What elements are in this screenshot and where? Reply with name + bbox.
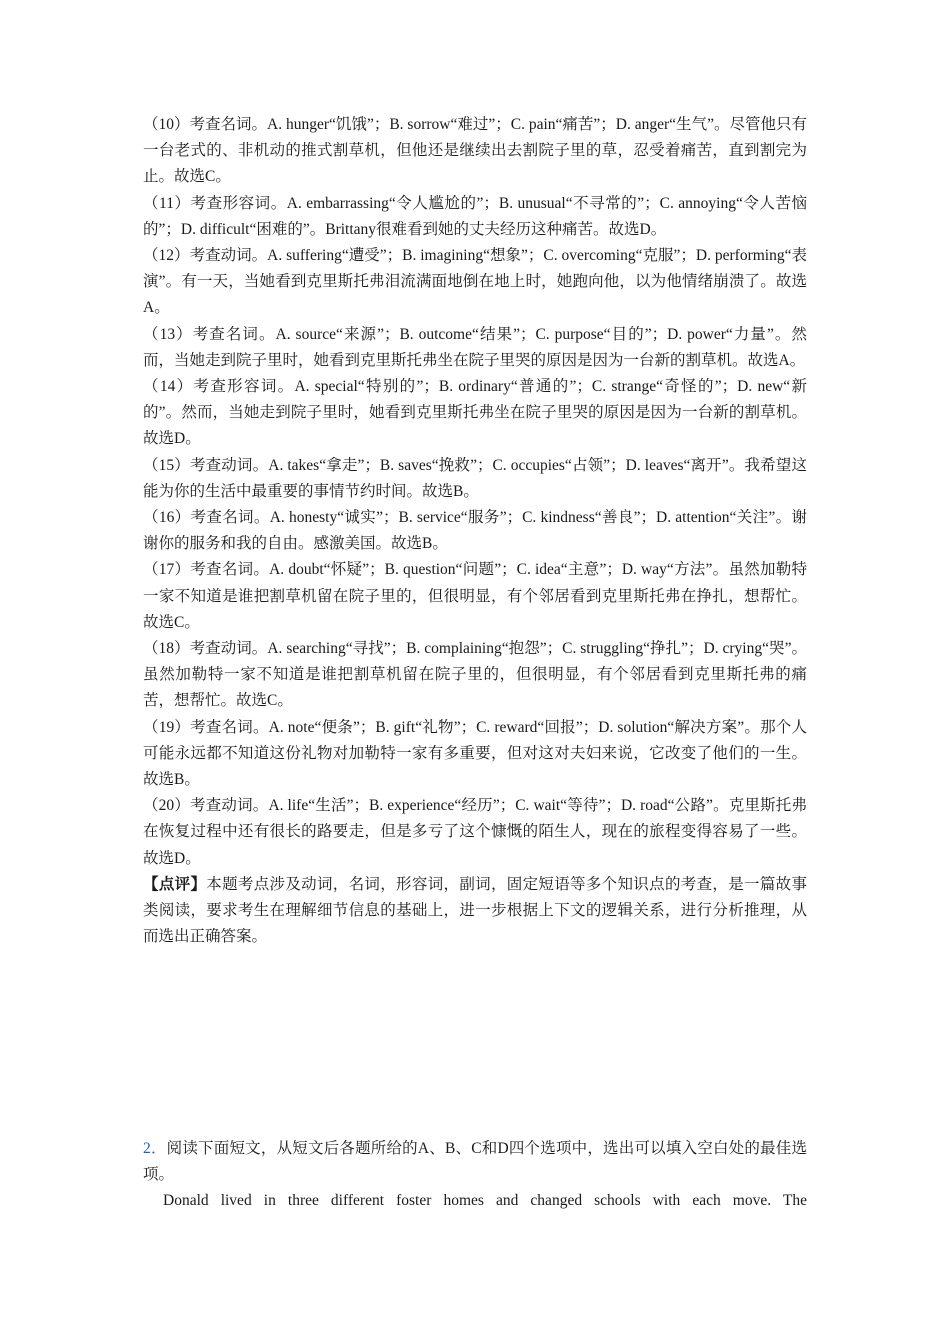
question-number: 2． (143, 1140, 167, 1157)
explanation-20: （20）考查动词。A. life“生活”；B. experience“经历”；C. wait“等待”；D. road“公路”。克里斯托弗在恢复过程中还有很长的路要走，但是多亏了这个慷慨的陌生人，现在的旅程变得容易了一些。故选D。 (143, 797, 807, 867)
explanation-11: （11）考查形容词。A. embarrassing“令人尴尬的”；B. unusual“不寻常的”；C. annoying“令人苦恼的”；D. difficult“困难的”。Brittany很难看到她的丈夫经历这种痛苦。故选D。 (143, 194, 807, 238)
explanation-19: （19）考查名词。A. note“便条”；B. gift“礼物”；C. reward“回报”；D. solution“解决方案”。那个人可能永远都不知道这份礼物对加勒特一家有多重要，但对这对夫妇来说，它改变了他们的一生。故选B。 (143, 718, 807, 789)
answer-explanations (143, 112, 807, 951)
question-instruction: 阅读下面短文，从短文后各题所给的A、B、C和D四个选项中，选出可以填入空白处的最佳选项。 (143, 1140, 807, 1184)
question-2 (143, 1136, 807, 1215)
explanation-13: （13）考查名词。A. source“来源”；B. outcome“结果”；C. purpose“目的”；D. power“力量”。然而，当她走到院子里时，她看到克里斯托弗坐在院子里哭的原因是因为一台新的割草机。故选A。 (143, 325, 807, 369)
explanation-18: （18）考查动词。A. searching“寻找”；B. complaining“抱怨”；C. struggling“挣扎”；D. crying“哭”。虽然加勒特一家不知道是谁把割草机留在院子里的，但很明显，有个邻居看到克里斯托弗的痛苦，想帮忙。故选C。 (143, 640, 807, 710)
explanation-16: （16）考查名词。A. honesty“诚实”；B. service“服务”；C. kindness“善良”；D. attention“关注”。谢谢你的服务和我的自由。感激美国。故选B。 (143, 509, 807, 553)
explanation-14: （14）考查形容词。A. special“特别的”；B. ordinary“普通的”；C. strange“奇怪的”；D. new“新的”。然而，当她走到院子里时，她看到克里斯托弗坐在院子里哭的原因是因为一台新的割草机。故选D。 (143, 378, 807, 448)
passage-first-line: Donald lived in three different foster homes and changed schools with each move. The (163, 1192, 807, 1210)
comment-text: 本题考点涉及动词，名词，形容词，副词，固定短语等多个知识点的考查，是一篇故事类阅读，要求考生在理解细节信息的基础上，进一步根据上下文的逻辑关系，进行分析推理，从而选出正确答案。 (143, 875, 807, 946)
explanation-10: （10）考查名词。A. hunger“饥饿”；B. sorrow“难过”；C. pain“痛苦”；D. anger“生气”。尽管他只有一台老式的、非机动的推式割草机，但他还是继续出去割院子里的草，忍受着痛苦，直到割完为止。故选C。 (143, 116, 807, 186)
explanation-15: （15）考查动词。A. takes“拿走”；B. saves“挽救”；C. occupies“占领”；D. leaves“离开”。我希望这能为你的生活中最重要的事情节约时间。故选B。 (143, 456, 807, 500)
comment-tag: 【点评】 (143, 875, 207, 893)
explanation-12: （12）考查动词。A. suffering“遭受”；B. imagining“想象”；C. overcoming“克服”；D. performing“表演”。有一天，当她看到克里斯托弗泪流满面地倒在地上时，她跑向他，以为他情绪崩溃了。故选A。 (143, 247, 807, 317)
explanation-17: （17）考查名词。A. doubt“怀疑”；B. question“问题”；C. idea“主意”；D. way“方法”。虽然加勒特一家不知道是谁把割草机留在院子里的，但很明显，有个邻居看到克里斯托弗在挣扎，想帮忙。故选C。 (143, 561, 807, 631)
question-instruction-paragraph (143, 1136, 807, 1188)
comment-paragraph (143, 872, 807, 951)
